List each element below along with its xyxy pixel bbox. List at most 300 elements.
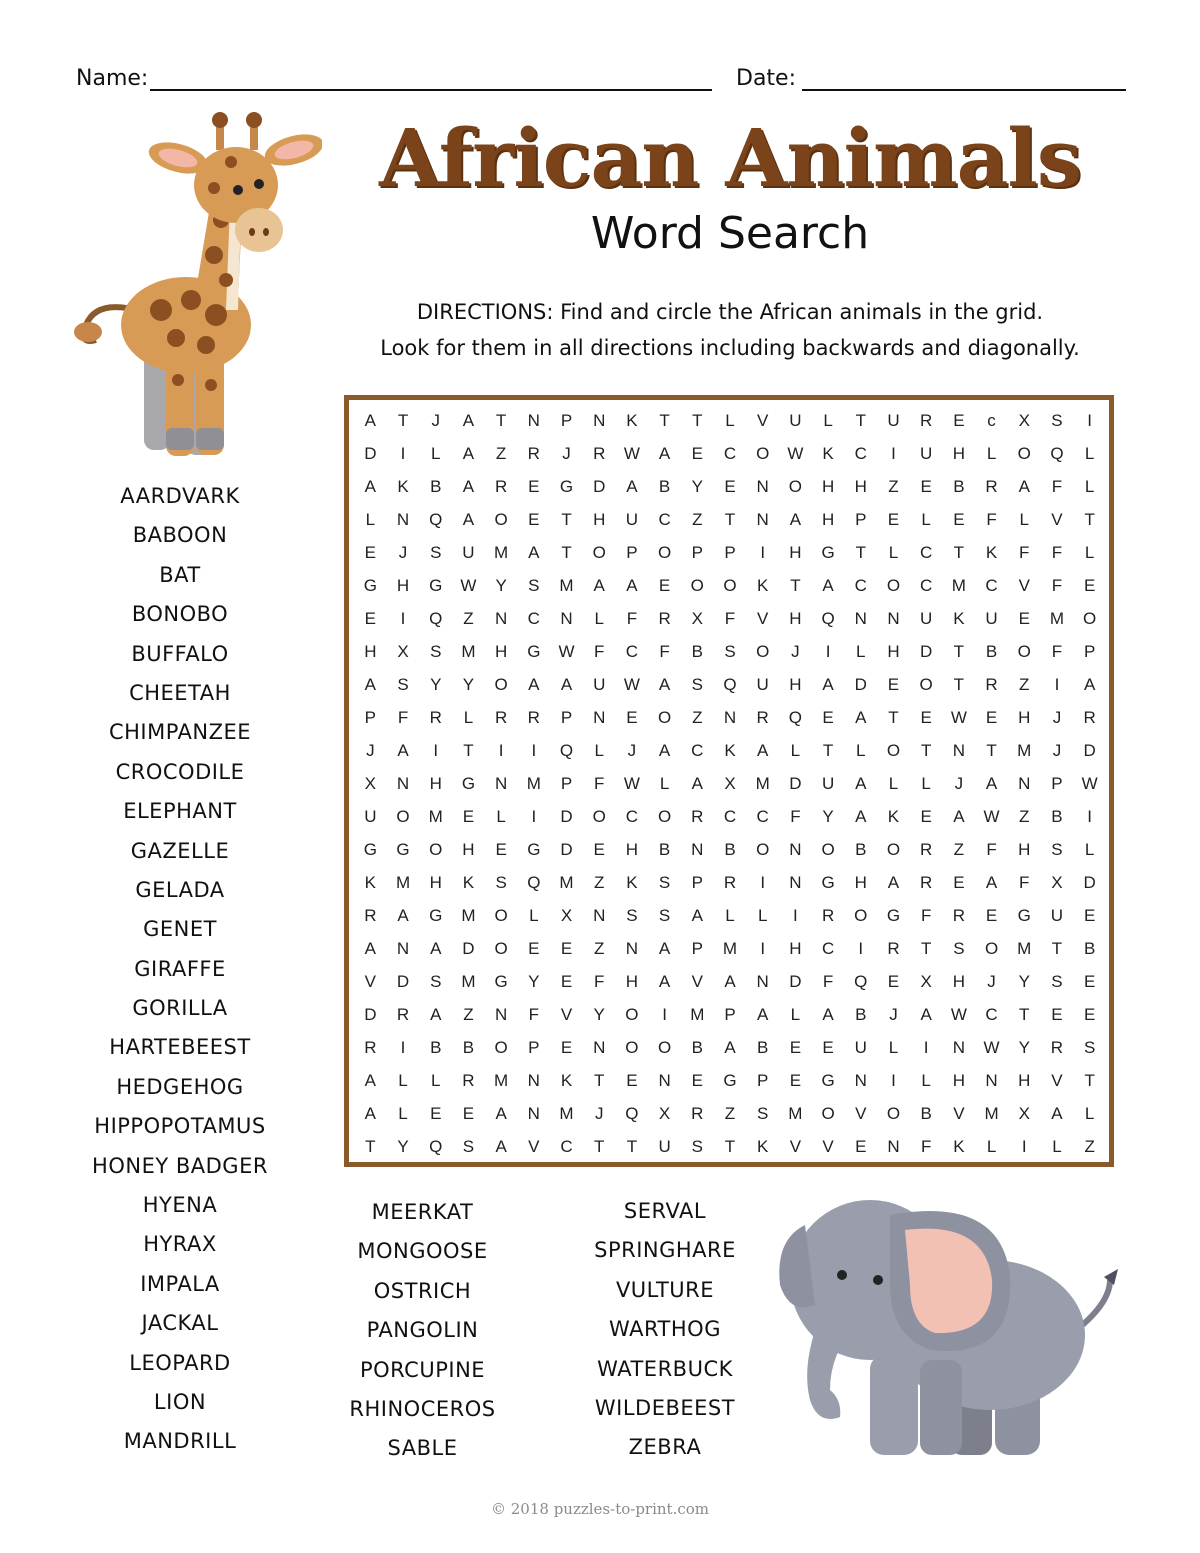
grid-letter[interactable]: C: [625, 641, 639, 661]
grid-letter[interactable]: P: [1083, 641, 1096, 661]
grid-letter[interactable]: U: [887, 410, 900, 430]
grid-letter[interactable]: R: [887, 939, 900, 959]
grid-letter[interactable]: A: [364, 410, 377, 430]
grid-letter[interactable]: B: [985, 641, 998, 661]
grid-letter[interactable]: K: [560, 1071, 573, 1091]
grid-letter[interactable]: O: [494, 1038, 508, 1058]
grid-letter[interactable]: L: [757, 906, 768, 926]
grid-letter[interactable]: Z: [463, 608, 474, 628]
grid-letter[interactable]: D: [462, 939, 475, 959]
grid-letter[interactable]: T: [855, 410, 866, 430]
grid-letter[interactable]: O: [723, 575, 737, 595]
grid-letter[interactable]: D: [789, 972, 802, 992]
grid-letter[interactable]: E: [920, 476, 932, 496]
grid-letter[interactable]: T: [953, 641, 965, 661]
grid-letter[interactable]: U: [462, 542, 475, 562]
grid-letter[interactable]: A: [724, 1038, 736, 1058]
grid-letter[interactable]: E: [953, 410, 965, 430]
grid-letter[interactable]: S: [430, 641, 442, 661]
grid-letter[interactable]: B: [953, 476, 965, 496]
grid-letter[interactable]: H: [952, 443, 965, 463]
grid-letter[interactable]: J: [594, 1104, 604, 1124]
grid-letter[interactable]: M: [461, 641, 476, 661]
grid-letter[interactable]: I: [760, 873, 766, 893]
grid-letter[interactable]: E: [724, 476, 736, 496]
grid-letter[interactable]: F: [920, 906, 932, 926]
grid-letter[interactable]: X: [691, 608, 703, 628]
grid-letter[interactable]: D: [560, 840, 573, 860]
grid-letter[interactable]: J: [562, 443, 571, 463]
grid-letter[interactable]: P: [560, 707, 573, 727]
grid-letter[interactable]: E: [1083, 575, 1096, 595]
grid-letter[interactable]: W: [1081, 773, 1098, 793]
grid-letter[interactable]: O: [756, 443, 770, 463]
grid-letter[interactable]: C: [560, 1137, 573, 1157]
grid-letter[interactable]: G: [363, 840, 377, 860]
grid-letter[interactable]: N: [527, 1071, 540, 1091]
grid-letter[interactable]: T: [561, 542, 572, 562]
grid-letter[interactable]: O: [657, 1038, 672, 1058]
grid-letter[interactable]: H: [1018, 707, 1031, 727]
grid-letter[interactable]: O: [625, 1005, 639, 1025]
grid-letter[interactable]: I: [1054, 674, 1060, 694]
grid-letter[interactable]: A: [462, 443, 475, 463]
grid-letter[interactable]: R: [756, 707, 769, 727]
grid-letter[interactable]: O: [886, 1104, 901, 1124]
grid-letter[interactable]: J: [791, 641, 800, 661]
grid-letter[interactable]: O: [756, 840, 770, 860]
name-line[interactable]: [150, 89, 712, 91]
grid-letter[interactable]: O: [592, 807, 606, 827]
grid-letter[interactable]: S: [1051, 972, 1063, 992]
grid-letter[interactable]: X: [1018, 410, 1030, 430]
grid-letter[interactable]: O: [494, 509, 508, 529]
grid-letter[interactable]: H: [462, 840, 475, 860]
grid-letter[interactable]: L: [921, 1071, 931, 1091]
grid-letter[interactable]: T: [463, 740, 474, 760]
grid-letter[interactable]: R: [723, 873, 737, 893]
grid-letter[interactable]: W: [558, 641, 575, 661]
grid-letter[interactable]: R: [1083, 707, 1096, 727]
grid-letter[interactable]: D: [920, 641, 933, 661]
grid-letter[interactable]: H: [789, 939, 802, 959]
grid-letter[interactable]: B: [430, 476, 442, 496]
grid-letter[interactable]: L: [1084, 443, 1095, 463]
grid-letter[interactable]: Z: [594, 939, 605, 959]
grid-letter[interactable]: S: [626, 906, 638, 926]
grid-letter[interactable]: Y: [495, 575, 507, 595]
grid-letter[interactable]: E: [560, 972, 573, 992]
grid-letter[interactable]: M: [461, 906, 476, 926]
grid-letter[interactable]: R: [1050, 1038, 1064, 1058]
grid-letter[interactable]: N: [723, 707, 737, 727]
grid-letter[interactable]: H: [887, 641, 900, 661]
grid-letter[interactable]: L: [1084, 840, 1095, 860]
grid-letter[interactable]: F: [822, 972, 834, 992]
grid-letter[interactable]: A: [462, 410, 475, 430]
grid-letter[interactable]: U: [920, 608, 933, 628]
grid-letter[interactable]: H: [854, 476, 867, 496]
grid-letter[interactable]: C: [658, 509, 671, 529]
grid-letter[interactable]: W: [787, 443, 804, 463]
grid-letter[interactable]: Y: [462, 674, 475, 694]
grid-letter[interactable]: L: [529, 906, 539, 926]
grid-letter[interactable]: F: [594, 641, 605, 661]
grid-letter[interactable]: G: [886, 906, 901, 926]
grid-letter[interactable]: L: [594, 740, 604, 760]
grid-letter[interactable]: E: [789, 1038, 802, 1058]
grid-letter[interactable]: A: [985, 773, 998, 793]
grid-letter[interactable]: E: [953, 509, 965, 529]
grid-letter[interactable]: C: [527, 608, 540, 628]
grid-letter[interactable]: R: [952, 906, 965, 926]
grid-letter[interactable]: K: [626, 410, 638, 430]
grid-letter[interactable]: E: [953, 873, 965, 893]
grid-letter[interactable]: T: [822, 740, 834, 760]
grid-letter[interactable]: F: [1019, 542, 1030, 562]
grid-letter[interactable]: E: [1018, 608, 1030, 628]
grid-letter[interactable]: J: [366, 740, 375, 760]
grid-letter[interactable]: K: [985, 542, 998, 562]
grid-letter[interactable]: N: [985, 1071, 998, 1091]
grid-letter[interactable]: U: [985, 608, 998, 628]
grid-letter[interactable]: A: [855, 807, 867, 827]
grid-letter[interactable]: L: [986, 1137, 997, 1157]
grid-letter[interactable]: I: [891, 1071, 896, 1091]
grid-letter[interactable]: X: [364, 773, 377, 793]
grid-letter[interactable]: R: [364, 1038, 377, 1058]
grid-letter[interactable]: K: [757, 575, 769, 595]
grid-letter[interactable]: R: [920, 410, 933, 430]
grid-letter[interactable]: A: [364, 476, 377, 496]
grid-letter[interactable]: B: [920, 1104, 932, 1124]
grid-letter[interactable]: S: [430, 542, 442, 562]
grid-letter[interactable]: E: [920, 807, 932, 827]
grid-letter[interactable]: L: [856, 740, 866, 760]
grid-letter[interactable]: A: [822, 674, 834, 694]
grid-letter[interactable]: B: [724, 840, 736, 860]
grid-letter[interactable]: E: [789, 1071, 802, 1091]
grid-letter[interactable]: V: [1018, 575, 1030, 595]
grid-letter[interactable]: F: [986, 840, 997, 860]
grid-letter[interactable]: N: [952, 740, 965, 760]
grid-letter[interactable]: Z: [724, 1104, 736, 1124]
grid-letter[interactable]: P: [691, 939, 703, 959]
grid-letter[interactable]: V: [364, 972, 377, 992]
grid-letter[interactable]: O: [821, 840, 835, 860]
grid-letter[interactable]: G: [527, 840, 541, 860]
grid-letter[interactable]: O: [821, 1104, 835, 1124]
grid-letter[interactable]: G: [821, 1071, 835, 1091]
grid-letter[interactable]: E: [528, 509, 540, 529]
grid-letter[interactable]: A: [528, 542, 540, 562]
grid-letter[interactable]: B: [1083, 939, 1096, 959]
grid-letter[interactable]: M: [1017, 939, 1032, 959]
grid-letter[interactable]: B: [430, 1038, 442, 1058]
grid-letter[interactable]: M: [951, 575, 966, 595]
grid-letter[interactable]: H: [789, 674, 802, 694]
grid-letter[interactable]: A: [560, 674, 573, 694]
grid-letter[interactable]: J: [431, 410, 440, 430]
grid-letter[interactable]: W: [623, 443, 640, 463]
grid-letter[interactable]: Z: [953, 840, 965, 860]
grid-letter[interactable]: N: [658, 1071, 671, 1091]
grid-letter[interactable]: J: [954, 773, 964, 793]
grid-letter[interactable]: S: [430, 972, 442, 992]
grid-letter[interactable]: H: [625, 840, 639, 860]
grid-letter[interactable]: X: [724, 773, 736, 793]
grid-letter[interactable]: A: [364, 674, 377, 694]
grid-letter[interactable]: S: [528, 575, 540, 595]
grid-letter[interactable]: E: [691, 443, 703, 463]
grid-letter[interactable]: O: [494, 939, 508, 959]
grid-letter[interactable]: E: [855, 1137, 867, 1157]
grid-letter[interactable]: N: [396, 939, 410, 959]
grid-letter[interactable]: N: [494, 773, 508, 793]
grid-letter[interactable]: E: [364, 542, 377, 562]
grid-letter[interactable]: I: [760, 939, 766, 959]
grid-letter[interactable]: W: [983, 807, 1000, 827]
grid-letter[interactable]: R: [985, 674, 998, 694]
grid-letter[interactable]: M: [559, 1104, 574, 1124]
grid-letter[interactable]: A: [822, 1005, 834, 1025]
grid-letter[interactable]: E: [920, 707, 932, 727]
grid-letter[interactable]: O: [756, 641, 770, 661]
grid-letter[interactable]: N: [887, 1137, 900, 1157]
grid-letter[interactable]: E: [430, 1104, 442, 1124]
grid-letter[interactable]: T: [953, 542, 965, 562]
grid-letter[interactable]: G: [1017, 906, 1031, 926]
grid-letter[interactable]: A: [757, 1005, 769, 1025]
grid-letter[interactable]: T: [920, 740, 932, 760]
grid-letter[interactable]: F: [920, 1137, 932, 1157]
grid-letter[interactable]: A: [658, 443, 671, 463]
grid-letter[interactable]: T: [724, 509, 736, 529]
grid-letter[interactable]: H: [789, 608, 802, 628]
grid-letter[interactable]: K: [364, 873, 377, 893]
grid-letter[interactable]: N: [789, 840, 802, 860]
grid-letter[interactable]: U: [789, 410, 802, 430]
grid-letter[interactable]: c: [987, 410, 996, 430]
grid-letter[interactable]: P: [757, 1071, 769, 1091]
grid-letter[interactable]: L: [1084, 476, 1095, 496]
grid-letter[interactable]: N: [952, 1038, 965, 1058]
grid-letter[interactable]: E: [364, 608, 377, 628]
grid-letter[interactable]: O: [494, 906, 508, 926]
grid-letter[interactable]: A: [757, 740, 769, 760]
grid-letter[interactable]: N: [756, 476, 769, 496]
grid-letter[interactable]: R: [985, 476, 998, 496]
grid-letter[interactable]: S: [757, 1104, 769, 1124]
grid-letter[interactable]: P: [855, 509, 867, 529]
grid-letter[interactable]: V: [528, 1137, 540, 1157]
grid-letter[interactable]: D: [560, 807, 573, 827]
grid-letter[interactable]: I: [1021, 1137, 1027, 1157]
grid-letter[interactable]: R: [658, 608, 671, 628]
grid-letter[interactable]: T: [1084, 509, 1095, 529]
grid-letter[interactable]: H: [821, 476, 835, 496]
grid-letter[interactable]: X: [1018, 1104, 1030, 1124]
grid-letter[interactable]: D: [593, 476, 606, 496]
grid-letter[interactable]: A: [658, 972, 671, 992]
grid-letter[interactable]: F: [594, 972, 605, 992]
grid-letter[interactable]: N: [560, 608, 573, 628]
grid-letter[interactable]: E: [462, 1104, 475, 1124]
grid-letter[interactable]: D: [396, 972, 410, 992]
grid-letter[interactable]: H: [789, 542, 802, 562]
grid-letter[interactable]: S: [724, 641, 736, 661]
grid-letter[interactable]: S: [1083, 1038, 1096, 1058]
grid-letter[interactable]: O: [690, 575, 704, 595]
grid-letter[interactable]: F: [659, 641, 670, 661]
grid-letter[interactable]: E: [691, 1071, 703, 1091]
grid-letter[interactable]: U: [821, 773, 835, 793]
grid-letter[interactable]: F: [1051, 575, 1063, 595]
grid-letter[interactable]: H: [364, 641, 377, 661]
grid-letter[interactable]: W: [623, 674, 640, 694]
grid-letter[interactable]: M: [494, 1071, 509, 1091]
grid-letter[interactable]: Z: [1019, 674, 1030, 694]
grid-letter[interactable]: Z: [692, 509, 703, 529]
grid-letter[interactable]: T: [659, 410, 670, 430]
grid-letter[interactable]: O: [886, 740, 901, 760]
grid-letter[interactable]: R: [462, 1071, 475, 1091]
grid-letter[interactable]: M: [428, 807, 443, 827]
grid-letter[interactable]: M: [461, 972, 476, 992]
grid-letter[interactable]: T: [626, 1137, 638, 1157]
grid-letter[interactable]: E: [626, 707, 638, 727]
grid-letter[interactable]: H: [429, 873, 442, 893]
grid-letter[interactable]: M: [395, 873, 411, 893]
grid-letter[interactable]: S: [953, 939, 965, 959]
grid-letter[interactable]: N: [691, 840, 704, 860]
grid-letter[interactable]: W: [950, 1005, 967, 1025]
grid-letter[interactable]: X: [658, 1104, 671, 1124]
grid-letter[interactable]: O: [657, 542, 672, 562]
grid-letter[interactable]: D: [364, 1005, 377, 1025]
grid-letter[interactable]: U: [625, 509, 639, 529]
grid-letter[interactable]: N: [1018, 773, 1031, 793]
grid-letter[interactable]: Q: [429, 608, 443, 628]
grid-letter[interactable]: H: [1018, 1071, 1031, 1091]
grid-letter[interactable]: H: [429, 773, 442, 793]
grid-letter[interactable]: A: [920, 1005, 932, 1025]
grid-letter[interactable]: J: [627, 740, 637, 760]
grid-letter[interactable]: U: [920, 443, 933, 463]
grid-letter[interactable]: O: [657, 807, 672, 827]
grid-letter[interactable]: T: [1084, 1071, 1095, 1091]
grid-letter[interactable]: H: [854, 873, 867, 893]
grid-letter[interactable]: A: [364, 939, 377, 959]
grid-letter[interactable]: T: [953, 674, 965, 694]
grid-letter[interactable]: S: [691, 674, 703, 694]
grid-letter[interactable]: Q: [788, 707, 802, 727]
grid-letter[interactable]: A: [397, 906, 409, 926]
grid-letter[interactable]: A: [364, 1071, 377, 1091]
grid-letter[interactable]: M: [755, 773, 770, 793]
grid-letter[interactable]: A: [724, 972, 736, 992]
grid-letter[interactable]: Y: [1018, 1038, 1030, 1058]
grid-letter[interactable]: U: [756, 674, 769, 694]
grid-letter[interactable]: Q: [429, 1137, 443, 1157]
grid-letter[interactable]: L: [1019, 509, 1029, 529]
grid-letter[interactable]: O: [788, 476, 802, 496]
grid-letter[interactable]: I: [793, 906, 798, 926]
grid-letter[interactable]: L: [496, 807, 506, 827]
grid-letter[interactable]: S: [495, 873, 507, 893]
grid-letter[interactable]: V: [757, 608, 769, 628]
grid-letter[interactable]: P: [626, 542, 638, 562]
grid-letter[interactable]: N: [396, 773, 410, 793]
grid-letter[interactable]: O: [886, 575, 901, 595]
grid-letter[interactable]: N: [593, 410, 606, 430]
grid-letter[interactable]: O: [592, 542, 606, 562]
grid-letter[interactable]: Y: [593, 1005, 605, 1025]
grid-letter[interactable]: E: [495, 840, 507, 860]
grid-letter[interactable]: L: [365, 509, 376, 529]
grid-letter[interactable]: R: [691, 1104, 704, 1124]
grid-letter[interactable]: Q: [1050, 443, 1064, 463]
grid-letter[interactable]: A: [626, 476, 638, 496]
grid-letter[interactable]: C: [821, 939, 835, 959]
grid-letter[interactable]: W: [623, 773, 640, 793]
grid-letter[interactable]: L: [986, 443, 997, 463]
grid-letter[interactable]: I: [400, 443, 406, 463]
grid-letter[interactable]: V: [757, 410, 769, 430]
grid-letter[interactable]: E: [560, 939, 573, 959]
grid-letter[interactable]: I: [400, 608, 406, 628]
grid-letter[interactable]: H: [1018, 840, 1031, 860]
grid-letter[interactable]: I: [498, 740, 504, 760]
grid-letter[interactable]: T: [986, 740, 997, 760]
grid-letter[interactable]: B: [855, 840, 867, 860]
grid-letter[interactable]: U: [658, 1137, 671, 1157]
grid-letter[interactable]: U: [1050, 906, 1064, 926]
grid-letter[interactable]: L: [594, 608, 604, 628]
grid-letter[interactable]: J: [1052, 707, 1062, 727]
grid-letter[interactable]: T: [724, 1137, 736, 1157]
grid-letter[interactable]: O: [1083, 608, 1097, 628]
grid-letter[interactable]: O: [396, 807, 410, 827]
grid-letter[interactable]: R: [920, 840, 933, 860]
grid-letter[interactable]: R: [691, 807, 704, 827]
grid-letter[interactable]: A: [658, 674, 671, 694]
grid-letter[interactable]: N: [854, 1071, 867, 1091]
grid-letter[interactable]: I: [760, 542, 766, 562]
grid-letter[interactable]: A: [691, 906, 703, 926]
grid-letter[interactable]: I: [1087, 807, 1092, 827]
grid-letter[interactable]: B: [855, 1005, 867, 1025]
grid-letter[interactable]: P: [691, 542, 703, 562]
grid-letter[interactable]: L: [888, 542, 899, 562]
grid-letter[interactable]: A: [495, 1104, 507, 1124]
grid-letter[interactable]: I: [400, 1038, 406, 1058]
grid-letter[interactable]: N: [854, 608, 867, 628]
grid-letter[interactable]: Y: [691, 476, 703, 496]
grid-letter[interactable]: C: [985, 1005, 998, 1025]
grid-letter[interactable]: A: [1051, 1104, 1063, 1124]
grid-letter[interactable]: G: [396, 840, 410, 860]
grid-letter[interactable]: E: [1083, 972, 1096, 992]
grid-letter[interactable]: L: [431, 443, 441, 463]
grid-letter[interactable]: K: [757, 1137, 769, 1157]
grid-letter[interactable]: O: [984, 939, 999, 959]
grid-letter[interactable]: P: [560, 410, 573, 430]
grid-letter[interactable]: U: [364, 807, 377, 827]
grid-letter[interactable]: I: [531, 740, 537, 760]
grid-letter[interactable]: N: [593, 1038, 606, 1058]
grid-letter[interactable]: A: [985, 873, 998, 893]
